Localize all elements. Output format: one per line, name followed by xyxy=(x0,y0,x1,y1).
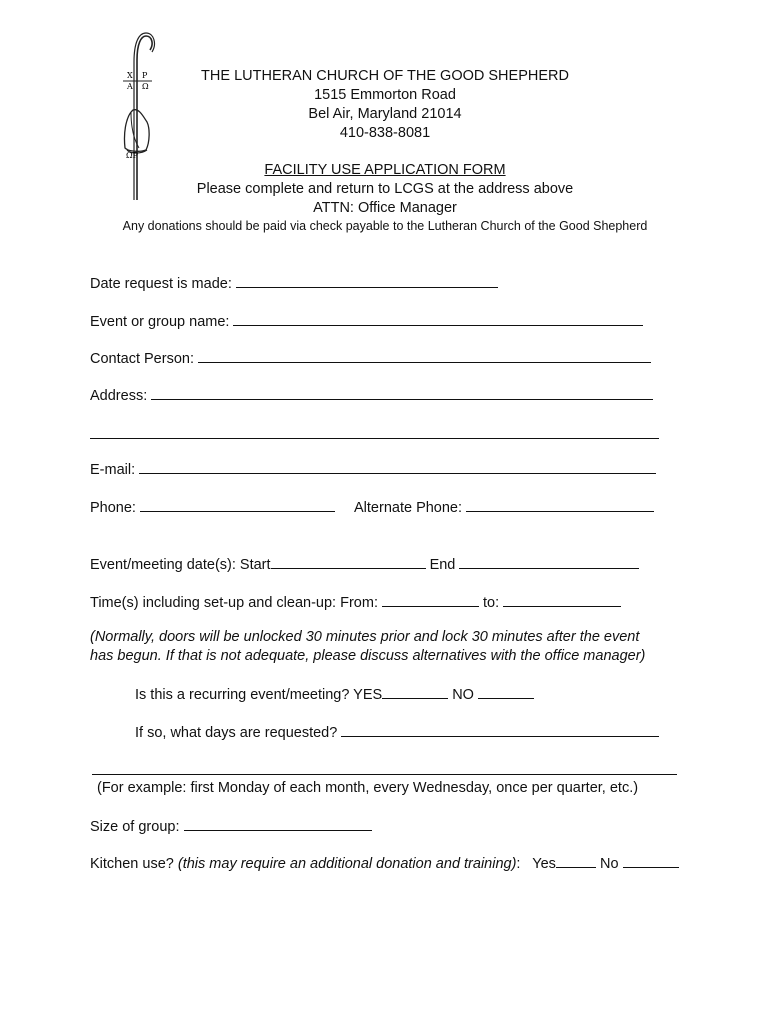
doors-note-line-1: (Normally, doors will be unlocked 30 minutes prior and lock 30 minutes after the event xyxy=(90,629,640,645)
group-size-field[interactable] xyxy=(184,816,372,831)
kitchen-note: (this may require an additional donation and training) xyxy=(177,856,517,872)
days-question: If so, what days are requested? xyxy=(135,725,338,741)
alt-phone-field[interactable] xyxy=(466,497,654,512)
group-size-label: Size of group: xyxy=(90,819,180,835)
end-date-field[interactable] xyxy=(459,554,639,569)
end-label: End xyxy=(429,557,456,573)
time-to-field[interactable] xyxy=(503,592,621,607)
logo-glyph: P xyxy=(142,71,148,80)
address-line-2-field[interactable] xyxy=(90,438,659,439)
logo-glyph: Ω xyxy=(142,82,149,91)
email-field[interactable] xyxy=(139,459,656,474)
church-street: 1515 Emmorton Road xyxy=(314,87,456,103)
days-requested-field[interactable] xyxy=(341,722,659,737)
church-phone: 410-838-8081 xyxy=(339,125,431,141)
kitchen-colon: : xyxy=(516,856,521,872)
to-label: to: xyxy=(483,595,500,611)
days-example: (For example: first Monday of each month, every Wednesday, once per quarter, etc.) xyxy=(97,780,639,796)
donation-note: Any donations should be paid via check payable to the Lutheran Church of the Good Shepherd xyxy=(122,219,648,233)
form-title: FACILITY USE APPLICATION FORM xyxy=(264,162,506,178)
time-from-field[interactable] xyxy=(382,592,479,607)
days-requested-line-2-field[interactable] xyxy=(92,774,677,775)
phone-label: Phone: xyxy=(90,500,136,516)
date-request-field[interactable] xyxy=(236,273,498,288)
recurring-no-label: NO xyxy=(452,687,474,703)
times-label: Time(s) including set-up and clean-up: From: xyxy=(90,595,378,611)
kitchen-no-field[interactable] xyxy=(623,853,679,868)
address-field[interactable] xyxy=(151,385,653,400)
attn-line: ATTN: Office Manager xyxy=(313,200,457,216)
kitchen-label: Kitchen use? xyxy=(90,856,174,872)
date-request-label: Date request is made: xyxy=(90,276,232,292)
event-name-label: Event or group name: xyxy=(90,314,230,330)
logo-glyph: X xyxy=(127,71,133,80)
phone-field[interactable] xyxy=(140,497,335,512)
church-city: Bel Air, Maryland 21014 xyxy=(308,106,462,122)
recurring-yes-field[interactable] xyxy=(382,684,448,699)
start-date-field[interactable] xyxy=(271,554,426,569)
svg-text:ΩP: ΩP xyxy=(126,151,139,160)
kitchen-yes-label: Yes xyxy=(532,856,556,872)
logo-glyph: A xyxy=(127,82,133,91)
event-name-field[interactable] xyxy=(233,311,643,326)
kitchen-yes-field[interactable] xyxy=(556,853,596,868)
recurring-question: Is this a recurring event/meeting? YES xyxy=(135,687,383,703)
kitchen-no-label: No xyxy=(599,856,619,872)
contact-person-field[interactable] xyxy=(198,348,651,363)
alt-phone-label: Alternate Phone: xyxy=(354,500,463,516)
event-dates-label: Event/meeting date(s): Start xyxy=(90,557,271,573)
email-label: E-mail: xyxy=(90,462,136,478)
return-instruction: Please complete and return to LCGS at the address above xyxy=(196,181,574,197)
recurring-no-field[interactable] xyxy=(478,684,534,699)
doors-note-line-2: has begun. If that is not adequate, please discuss alternatives with the office manager) xyxy=(90,648,646,664)
contact-person-label: Contact Person: xyxy=(90,351,194,367)
church-name: THE LUTHERAN CHURCH OF THE GOOD SHEPHERD xyxy=(201,68,569,84)
address-label: Address: xyxy=(90,388,148,404)
